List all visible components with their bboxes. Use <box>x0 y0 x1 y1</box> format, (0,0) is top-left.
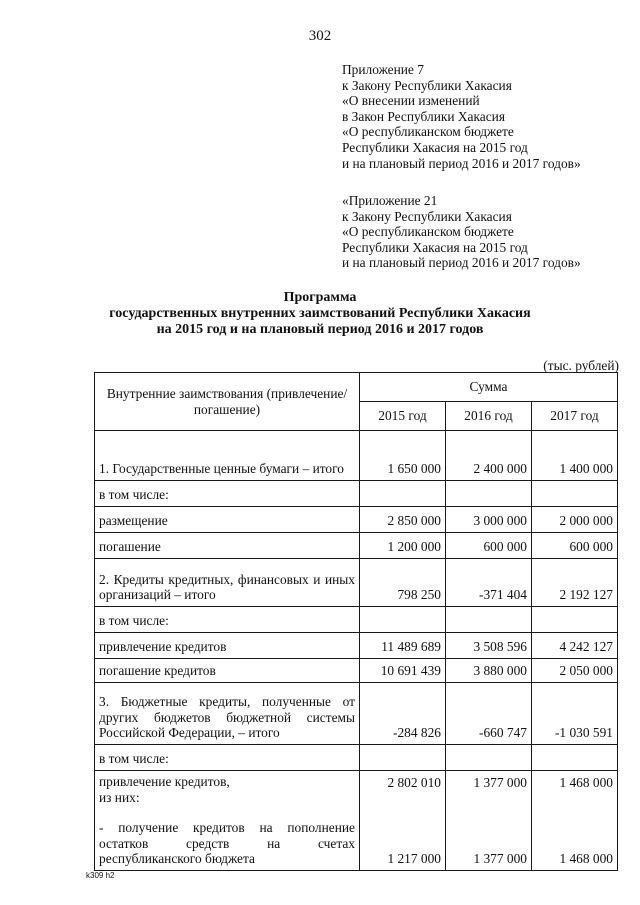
row-value-2015: 11 489 689 <box>360 633 446 659</box>
table-row <box>95 481 618 507</box>
row-value-2017: 1 400 000 <box>532 431 618 481</box>
table-row <box>95 683 618 745</box>
row-value-2016: 3 508 596 <box>446 633 532 659</box>
last-row-detail-value: 1 217 000 <box>387 851 441 867</box>
header-year-2015: 2015 год <box>360 402 446 431</box>
appendix-current-line: «О внесении изменений <box>342 93 480 109</box>
row-name: погашение кредитов <box>95 659 360 683</box>
appendix-current-line: Республики Хакасия на 2015 год <box>342 139 528 155</box>
table-row <box>95 559 618 607</box>
row-name: привлечение кредитов <box>95 633 360 659</box>
row-value-2016: 600 000 <box>446 533 532 559</box>
row-value-2017: 2 192 127 <box>532 559 618 607</box>
appendix-original-line: «О республиканском бюджете <box>342 224 514 240</box>
appendix-original-line: «Приложение 21 <box>342 193 438 208</box>
row-value-2016: 3 000 000 <box>446 507 532 533</box>
row-name: 1. Государственные ценные бумаги – итого <box>95 431 360 481</box>
last-row-detail-label: - получение кредитов на пополнение остатков средств на счетах республиканского бюджета <box>99 820 355 867</box>
row-name: в том числе: <box>95 481 360 507</box>
appendix-current-block <box>342 62 632 171</box>
row-value-2016: -371 404 <box>446 559 532 607</box>
row-value-2017: 2 000 000 <box>532 507 618 533</box>
last-row-main-value: 1 468 000 <box>559 774 613 790</box>
unit-note: (тыс. рублей) <box>543 358 619 373</box>
header-year-2017: 2017 год <box>532 402 618 431</box>
table-row-last <box>95 771 618 871</box>
row-value-2015: 798 250 <box>360 559 446 607</box>
table-row <box>95 431 618 481</box>
row-value-2016: 2 400 000 <box>446 431 532 481</box>
row-value-2017: 4 242 127 <box>532 633 618 659</box>
row-value-2017: 600 000 <box>532 533 618 559</box>
appendix-original-line: к Закону Республики Хакасия <box>342 208 512 224</box>
borrowing-program-table <box>94 372 618 871</box>
last-row-main-value: 2 802 010 <box>387 774 441 790</box>
header-sum-cell: Сумма <box>360 373 618 402</box>
last-row-values-2016 <box>446 771 532 871</box>
row-value-2015: 2 850 000 <box>360 507 446 533</box>
appendix-current-line: и на плановый период 2016 и 2017 годов» <box>342 155 581 171</box>
row-name: в том числе: <box>95 607 360 633</box>
row-name: 2. Кредиты кредитных, финансовых и иных организаций – итого <box>95 559 360 607</box>
table-row <box>95 607 618 633</box>
last-row-detail-value: 1 468 000 <box>559 851 613 867</box>
last-row-values-2015 <box>360 771 446 871</box>
table-row <box>95 659 618 683</box>
row-value-2015: 10 691 439 <box>360 659 446 683</box>
appendix-original-line: Республики Хакасия на 2015 год <box>342 239 528 255</box>
row-name: погашение <box>95 533 360 559</box>
table-header-row <box>95 373 618 402</box>
table-row <box>95 533 618 559</box>
appendix-current-line: к Закону Республики Хакасия <box>342 77 512 93</box>
row-value-2017: 2 050 000 <box>532 659 618 683</box>
footer-code: k309 h2 <box>86 871 115 880</box>
appendix-current-line: Приложение 7 <box>342 62 424 77</box>
row-name: размещение <box>95 507 360 533</box>
last-row-main-value: 1 377 000 <box>473 774 527 790</box>
header-year-2016: 2016 год <box>446 402 532 431</box>
row-value-2015: -284 826 <box>360 683 446 745</box>
document-title <box>0 290 640 338</box>
title-line: Программа <box>283 290 357 305</box>
last-row-values-2017 <box>532 771 618 871</box>
table-row <box>95 507 618 533</box>
row-value-2015: 1 650 000 <box>360 431 446 481</box>
table-row <box>95 745 618 771</box>
page-number: 302 <box>308 28 332 44</box>
appendix-current-line: в Закон Республики Хакасия <box>342 108 506 124</box>
table-row <box>95 633 618 659</box>
row-name: 3. Бюджетные кредиты, полученные от других бюджетов бюджетной системы Российской Федерации, – итого <box>95 683 360 745</box>
appendix-original-block <box>342 193 632 271</box>
last-row-detail-value: 1 377 000 <box>473 851 527 867</box>
row-value-2015: 1 200 000 <box>360 533 446 559</box>
last-row-main-label: привлечение кредитов, <box>99 774 230 789</box>
row-name: в том числе: <box>95 745 360 771</box>
row-value-2016: 3 880 000 <box>446 659 532 683</box>
last-row-name <box>95 771 360 871</box>
header-name-cell: Внутренние заимствования (привлечение/погашение) <box>95 373 360 431</box>
title-line: государственных внутренних заимствований Республики Хакасия <box>109 306 531 321</box>
row-value-2016: -660 747 <box>446 683 532 745</box>
title-line: на 2015 год и на плановый период 2016 и 2017 годов <box>156 322 484 337</box>
appendix-current-line: «О республиканском бюджете <box>342 124 514 140</box>
appendix-original-line: и на плановый период 2016 и 2017 годов» <box>342 255 581 271</box>
row-value-2017: -1 030 591 <box>532 683 618 745</box>
last-row-sub-label: из них: <box>99 789 140 805</box>
